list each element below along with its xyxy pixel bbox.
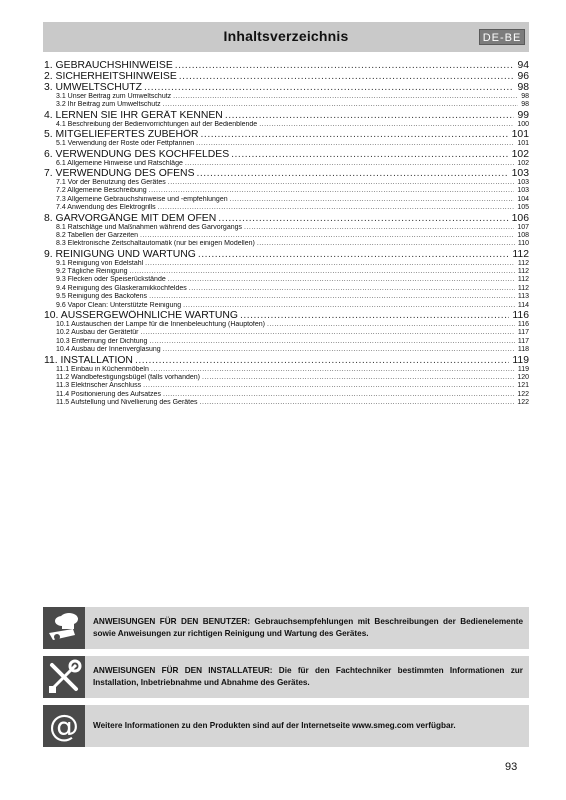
toc-section [44, 196, 529, 204]
toc-section [44, 160, 529, 168]
toc-leader-dots [149, 293, 515, 301]
toc-leader-dots [202, 374, 514, 382]
toc-entry-page: 112 [517, 259, 529, 267]
toc-entry-title: 10.4 Ausbau der Innenverglasung [56, 346, 161, 354]
toc-section [44, 224, 529, 232]
toc-leader-dots [168, 179, 515, 187]
toc-entry-title: 3.2 Ihr Beitrag zum Umweltschutz [56, 101, 161, 109]
toc-entry-title: 9.4 Reinigung des Glaskeramikkochfeldes [56, 284, 187, 292]
toc-entry-page: 94 [517, 60, 529, 71]
toc-leader-dots [144, 82, 514, 93]
toc-entry-title: 9.6 Vapor Clean: Unterstützte Reinigung [56, 301, 182, 309]
toc-entry-title: 8. GARVORGÄNGE MIT DEM OFEN [44, 212, 217, 224]
toc-entry-page: 112 [512, 248, 529, 260]
toc-entry-title: 8.1 Ratschläge und Maßnahmen während des Garvorgangs [56, 223, 242, 231]
toc-entry-title: 1. GEBRAUCHSHINWEISE [44, 60, 173, 71]
toc-entry-page: 112 [517, 284, 529, 292]
table-of-contents [44, 60, 529, 408]
toc-entry-page: 103 [517, 178, 529, 186]
toc-entry-title: 7.4 Anwendung des Elektrogrills [56, 204, 156, 212]
toc-leader-dots [141, 329, 515, 337]
toc-entry-title: 9. REINIGUNG UND WARTUNG [44, 248, 196, 260]
at-sign-icon [43, 705, 85, 747]
toc-entry-page: 117 [517, 337, 529, 345]
toc-entry-title: 8.2 Tabellen der Garzeiten [56, 231, 138, 239]
toc-entry-page: 119 [512, 354, 529, 366]
toc-entry-title: 8.3 Elektronische Zeitschaltautomatik (nur bei einigen Modellen) [56, 240, 255, 248]
toc-leader-dots [149, 338, 514, 346]
toc-leader-dots [183, 302, 515, 310]
toc-leader-dots [140, 232, 514, 240]
toc-leader-dots [240, 310, 509, 321]
toc-leader-dots [198, 249, 510, 260]
toc-section [44, 374, 529, 382]
toc-entry-title: 6. VERWENDUNG DES KOCHFELDES [44, 148, 230, 160]
toc-chapter [44, 355, 529, 366]
toc-entry-page: 112 [517, 276, 529, 284]
toc-section [44, 240, 529, 248]
language-badge: DE-BE [479, 29, 525, 45]
toc-section [44, 302, 529, 310]
header-bar [43, 22, 529, 52]
toc-leader-dots [267, 321, 515, 329]
toc-chapter [44, 213, 529, 224]
website-info-note [43, 705, 529, 747]
toc-leader-dots [230, 196, 515, 204]
toc-section [44, 268, 529, 276]
toc-entry-title: 11. INSTALLATION [44, 354, 133, 366]
toc-leader-dots [135, 355, 509, 366]
toc-chapter [44, 129, 529, 140]
toc-section [44, 260, 529, 268]
user-instructions-note [43, 607, 529, 649]
toc-entry-page: 118 [517, 346, 529, 354]
note-text: Weitere Informationen zu den Produkten sind auf der Internetseite www.smeg.com verfügbar. [85, 705, 529, 747]
toc-entry-page: 113 [517, 293, 529, 301]
toc-leader-dots [244, 224, 514, 232]
toc-entry-title: 2. SICHERHEITSHINWEISE [44, 71, 177, 82]
toc-leader-dots [231, 149, 509, 160]
toc-section [44, 399, 529, 407]
toc-leader-dots [163, 391, 514, 399]
toc-entry-page: 116 [517, 321, 529, 329]
toc-leader-dots [158, 204, 515, 212]
toc-entry-page: 121 [517, 382, 529, 390]
toc-leader-dots [257, 240, 515, 248]
toc-leader-dots [259, 121, 514, 129]
note-text: ANWEISUNGEN FÜR DEN BENUTZER: Gebrauchsempfehlungen mit Beschreibungen der Bedienelemente sowie Anweisungen zur richtigen Reinigung und Wartung des Gerätes. [85, 607, 529, 649]
toc-leader-dots [129, 268, 514, 276]
toc-entry-page: 98 [521, 93, 529, 100]
toc-entry-title: 11.3 Elektrischer Anschluss [56, 382, 142, 390]
toc-entry-title: 10.2 Ausbau der Gerätetür [56, 329, 139, 337]
toc-entry-page: 106 [511, 212, 529, 224]
toc-entry-title: 10. AUSSERGEWÖHNLICHE WARTUNG [44, 310, 238, 322]
toc-entry-page: 112 [517, 268, 529, 276]
toc-leader-dots [151, 366, 515, 374]
toc-entry-title: 6.1 Allgemeine Hinweise und Ratschläge [56, 159, 183, 167]
toc-entry-page: 119 [517, 365, 529, 373]
toc-entry-page: 98 [521, 101, 529, 109]
toc-section [44, 121, 529, 129]
toc-entry-page: 116 [512, 310, 529, 322]
toc-entry-title: 4.1 Beschreibung der Bedienvorrichtungen auf der Bedienblende [56, 120, 258, 128]
toc-entry-page: 98 [517, 82, 529, 93]
toc-entry-page: 103 [511, 167, 529, 179]
toc-entry-title: 7.3 Allgemeine Gebrauchshinweise und -empfehlungen [56, 195, 228, 203]
toc-leader-dots [185, 160, 514, 168]
toc-section [44, 179, 529, 187]
toc-entry-title: 10.1 Austauschen der Lampe für die Innenbeleuchtung (Hauptofen) [56, 321, 265, 329]
toc-chapter [44, 310, 529, 321]
toc-chapter [44, 71, 529, 82]
toc-entry-title: 3. UMWELTSCHUTZ [44, 82, 142, 93]
toc-entry-title: 5. MITGELIEFERTES ZUBEHÖR [44, 129, 199, 141]
note-text: ANWEISUNGEN FÜR DEN INSTALLATEUR: Die für den Fachtechniker bestimmten Informationen zur Installation, Inbetriebnahme und Abnahme des Gerätes. [85, 656, 529, 698]
toc-section [44, 346, 529, 354]
chef-hat-icon [43, 607, 85, 649]
toc-section [44, 276, 529, 284]
toc-chapter [44, 168, 529, 179]
toc-entry-page: 101 [511, 129, 529, 141]
toc-entry-page: 104 [517, 195, 529, 203]
toc-entry-title: 11.2 Wandbefestigungsbügel (falls vorhanden) [56, 373, 200, 381]
toc-leader-dots [163, 101, 519, 109]
toc-entry-title: 7.2 Allgemeine Beschreibung [56, 187, 147, 195]
toc-entry-title: 11.1 Einbau in Küchenmöbeln [56, 365, 149, 373]
page-number: 93 [505, 761, 518, 773]
toc-section [44, 101, 529, 109]
toc-entry-page: 107 [517, 223, 529, 231]
toc-leader-dots [218, 213, 508, 224]
toc-section [44, 338, 529, 346]
toc-entry-title: 9.3 Flecken oder Speiserückstände [56, 276, 166, 284]
toc-entry-page: 101 [517, 140, 529, 148]
toc-entry-page: 122 [517, 399, 529, 407]
toc-leader-dots [189, 285, 515, 293]
toc-entry-page: 114 [517, 301, 529, 309]
toc-chapter [44, 82, 529, 93]
toc-entry-page: 100 [517, 120, 529, 128]
toc-section [44, 329, 529, 337]
notes-section [43, 607, 529, 754]
toc-leader-dots [196, 140, 514, 148]
installer-instructions-note [43, 656, 529, 698]
toc-leader-dots [225, 110, 515, 121]
toc-entry-title: 11.5 Aufstellung und Nivellierung des Gerätes [56, 399, 198, 407]
toc-entry-title: 9.2 Tägliche Reinigung [56, 268, 128, 276]
toc-chapter [44, 110, 529, 121]
toc-entry-page: 99 [517, 109, 529, 121]
toc-entry-title: 9.5 Reinigung des Backofens [56, 293, 148, 301]
toc-entry-page: 110 [517, 240, 529, 248]
toc-leader-dots [149, 187, 515, 195]
toc-entry-page: 102 [517, 159, 529, 167]
toc-leader-dots [197, 168, 509, 179]
toc-section [44, 366, 529, 374]
toc-leader-dots [200, 399, 515, 407]
toc-leader-dots [163, 346, 515, 354]
toc-chapter [44, 249, 529, 260]
toc-section [44, 93, 529, 101]
toc-section [44, 391, 529, 399]
toc-section [44, 187, 529, 195]
toc-entry-title: 5.1 Verwendung der Roste oder Fettpfannen [56, 140, 195, 148]
toc-section [44, 285, 529, 293]
toc-section [44, 382, 529, 390]
toc-entry-title: 11.4 Positionierung des Aufsatzes [56, 390, 161, 398]
toc-leader-dots [201, 129, 509, 140]
tools-icon [43, 656, 85, 698]
svg-text:@: @ [49, 709, 79, 744]
toc-leader-dots [168, 276, 515, 284]
toc-section [44, 232, 529, 240]
toc-section [44, 293, 529, 301]
toc-entry-page: 120 [517, 373, 529, 381]
toc-entry-page: 117 [517, 329, 529, 337]
toc-entry-title: 9.1 Reinigung von Edelstahl [56, 259, 144, 267]
toc-leader-dots [179, 71, 515, 82]
toc-leader-dots [143, 382, 514, 390]
toc-leader-dots [145, 260, 515, 268]
toc-entry-page: 102 [511, 148, 529, 160]
toc-entry-title: 3.1 Unser Beitrag zum Umweltschutz [56, 93, 172, 100]
toc-chapter [44, 60, 529, 71]
toc-entry-title: 7. VERWENDUNG DES OFENS [44, 167, 195, 179]
toc-leader-dots [173, 93, 518, 101]
toc-entry-page: 122 [517, 390, 529, 398]
toc-chapter [44, 149, 529, 160]
toc-entry-title: 10.3 Entfernung der Dichtung [56, 337, 148, 345]
toc-entry-title: 7.1 Vor der Benutzung des Gerätes [56, 178, 166, 186]
toc-entry-page: 105 [517, 204, 529, 212]
page-title: Inhaltsverzeichnis [223, 28, 349, 44]
toc-entry-title: 4. LERNEN SIE IHR GERÄT KENNEN [44, 109, 223, 121]
toc-section [44, 204, 529, 212]
toc-section [44, 140, 529, 148]
toc-leader-dots [175, 60, 515, 71]
toc-entry-page: 103 [517, 187, 529, 195]
toc-section [44, 321, 529, 329]
toc-entry-page: 96 [517, 71, 529, 82]
toc-entry-page: 108 [517, 231, 529, 239]
